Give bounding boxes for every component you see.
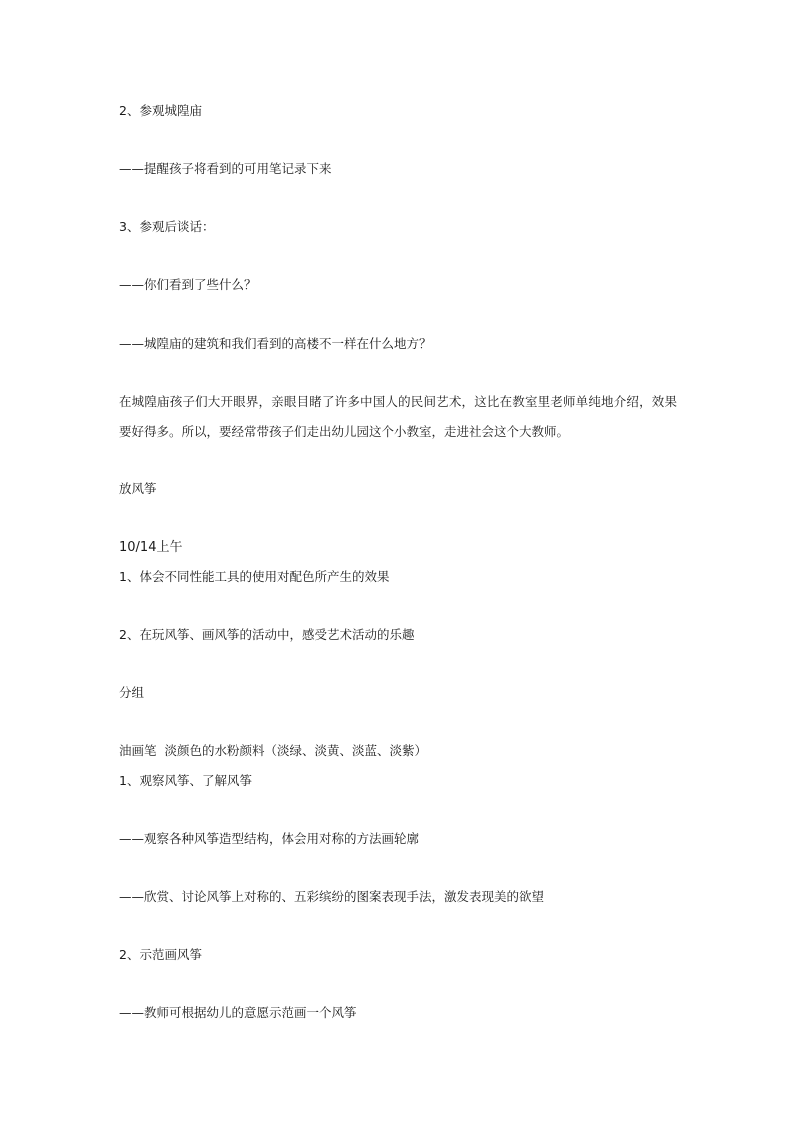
goal-2: 2、在玩风筝、画风筝的活动中，感受艺术活动的乐趣 bbox=[119, 627, 415, 642]
section-title-kite: 放风筝 bbox=[119, 481, 157, 496]
step-3-post-visit-talk: 3、参观后谈话： bbox=[119, 219, 215, 234]
step-1-observe-kites: 1、观察风筝、了解风筝 bbox=[119, 773, 252, 788]
note-record-with-pen: ——提醒孩子将看到的可用笔记录下来 bbox=[119, 161, 332, 176]
note-appreciate-patterns: ——欣赏、讨论风筝上对称的、五彩缤纷的图案表现手法，激发表现美的欲望 bbox=[119, 889, 545, 904]
question-what-did-you-see: ——你们看到了些什么？ bbox=[119, 277, 257, 292]
note-teacher-demo: ——教师可根据幼儿的意愿示范画一个风筝 bbox=[119, 1005, 357, 1020]
materials: 油画笔 淡颜色的水粉颜料（淡绿、淡黄、淡蓝、淡紫） bbox=[119, 743, 427, 758]
grouping: 分组 bbox=[119, 685, 145, 700]
step-2-visit-temple: 2、参观城隍庙 bbox=[119, 103, 202, 118]
reflection-paragraph: 在城隍庙孩子们大开眼界，亲眼目睹了许多中国人的民间艺术，这比在教室里老师单纯地介绍，效果要好得多。所以，要经常带孩子们走出幼儿园这个小教室，走进社会这个大教师。 bbox=[119, 394, 677, 439]
date-time: 10/14上午 bbox=[119, 540, 183, 555]
goal-1: 1、体会不同性能工具的使用对配色所产生的效果 bbox=[119, 569, 390, 584]
question-architecture-difference: ——城隍庙的建筑和我们看到的高楼不一样在什么地方？ bbox=[119, 336, 432, 351]
note-symmetry-outline: ——观察各种风筝造型结构，体会用对称的方法画轮廓 bbox=[119, 831, 420, 846]
step-2-demo-drawing: 2、示范画风筝 bbox=[119, 947, 202, 962]
